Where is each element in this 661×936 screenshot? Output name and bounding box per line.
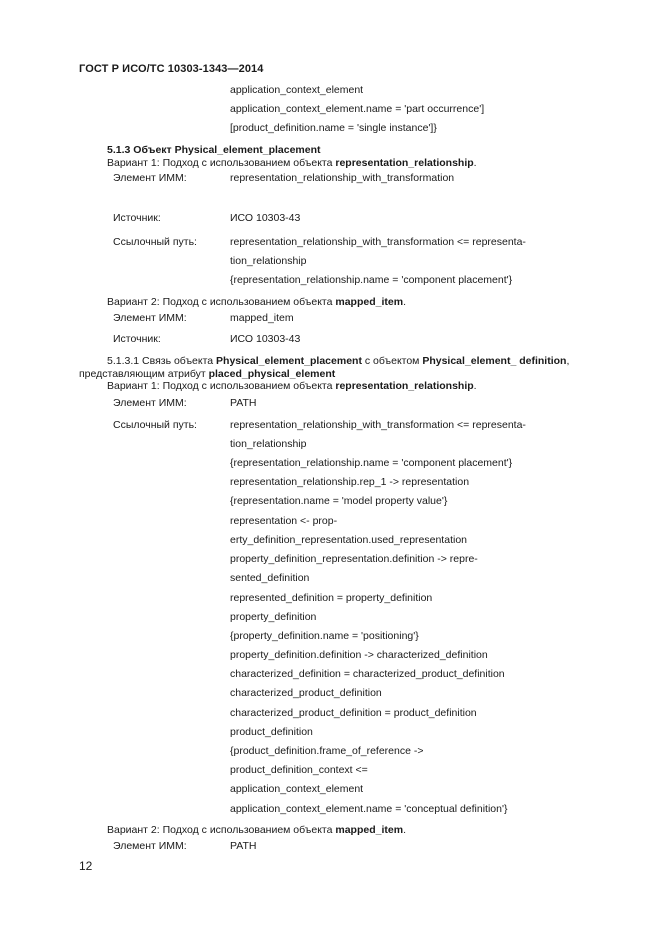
path-line: {product_definition.frame_of_reference -> xyxy=(230,745,424,757)
path-line: product_definition xyxy=(230,726,313,738)
path-line: property_definition.definition -> characterized_definition xyxy=(230,649,488,661)
variant-2-line xyxy=(107,824,406,837)
variant-text: Вариант 1: Подход с использованием объекта xyxy=(107,157,336,169)
variant-2-line xyxy=(107,296,406,309)
path-line: property_definition xyxy=(230,611,317,623)
variant-suffix: . xyxy=(473,157,477,169)
source-value: ИСО 10303-43 xyxy=(230,212,301,224)
path-line: property_definition_representation.definition -> repre- xyxy=(230,553,478,565)
variant-1-line xyxy=(107,380,477,393)
aim-element-value: PATH xyxy=(230,397,257,409)
aim-element-label: Элемент ИММ: xyxy=(113,840,187,852)
heading-text: , xyxy=(566,355,570,367)
path-line: application_context_element xyxy=(230,783,364,795)
aim-element-value: mapped_item xyxy=(230,312,294,324)
variant-entity: mapped_item xyxy=(335,296,404,308)
path-line: erty_definition_representation.used_representation xyxy=(230,534,467,546)
source-label: Источник: xyxy=(113,212,161,224)
source-value: ИСО 10303-43 xyxy=(230,333,301,345)
path-line: application_context_element.name = 'conceptual definition'} xyxy=(230,803,508,815)
path-line: tion_relationship xyxy=(230,255,307,267)
path-line: characterized_definition = characterized_product_definition xyxy=(230,668,505,680)
heading-text: представляющим атрибут xyxy=(79,368,209,380)
variant-text: Вариант 1: Подход с использованием объекта xyxy=(107,380,336,392)
path-line: tion_relationship xyxy=(230,438,307,450)
aim-element-value: representation_relationship_with_transformation xyxy=(230,172,455,184)
path-line: {representation_relationship.name = 'component placement'} xyxy=(230,274,513,286)
path-line: application_context_element xyxy=(230,84,364,96)
reference-path-label: Ссылочный путь: xyxy=(113,236,197,248)
heading-text: 5.1.3.1 Связь объекта xyxy=(107,355,217,367)
variant-suffix: . xyxy=(473,380,477,392)
aim-element-value: PATH xyxy=(230,840,257,852)
path-line: representation <- prop- xyxy=(230,515,338,527)
heading-entity: Physical_element_placement xyxy=(216,355,362,367)
aim-element-label: Элемент ИММ: xyxy=(113,172,187,184)
variant-text: Вариант 2: Подход с использованием объекта xyxy=(107,824,336,836)
path-line: {property_definition.name = 'positioning'} xyxy=(230,630,419,642)
path-line: {representation.name = 'model property value'} xyxy=(230,495,448,507)
path-line: representation_relationship_with_transformation <= representa- xyxy=(230,236,526,248)
reference-path-label: Ссылочный путь: xyxy=(113,419,197,431)
source-label: Источник: xyxy=(113,333,161,345)
heading-text: с объектом xyxy=(361,355,423,367)
variant-suffix: . xyxy=(403,296,406,308)
path-line: sented_definition xyxy=(230,572,310,584)
heading-entity: Physical_element_ definition xyxy=(422,355,567,367)
variant-suffix: . xyxy=(403,824,406,836)
aim-element-label: Элемент ИММ: xyxy=(113,397,187,409)
variant-entity: representation_relationship xyxy=(335,157,474,169)
path-line: characterized_product_definition xyxy=(230,687,382,699)
path-line: product_definition_context <= xyxy=(230,764,368,776)
aim-element-label: Элемент ИММ: xyxy=(113,312,187,324)
path-line: representation_relationship.rep_1 -> representation xyxy=(230,476,470,488)
variant-entity: representation_relationship xyxy=(335,380,474,392)
variant-1-line xyxy=(107,157,477,170)
heading-attribute: placed_physical_element xyxy=(208,368,336,380)
variant-entity: mapped_item xyxy=(335,824,404,836)
section-heading: 5.1.3 Объект Physical_element_placement xyxy=(107,144,321,156)
path-line: represented_definition = property_definition xyxy=(230,592,433,604)
path-line: representation_relationship_with_transformation <= representa- xyxy=(230,419,526,431)
subsection-heading xyxy=(107,355,569,368)
path-line: characterized_product_definition = product_definition xyxy=(230,707,477,719)
path-line: {representation_relationship.name = 'component placement'} xyxy=(230,457,513,469)
page-number: 12 xyxy=(79,859,93,873)
document-header: ГОСТ Р ИСО/ТС 10303-1343—2014 xyxy=(79,63,264,75)
variant-text: Вариант 2: Подход с использованием объекта xyxy=(107,296,336,308)
path-line: [product_definition.name = 'single instance']} xyxy=(230,122,437,134)
path-line: application_context_element.name = 'part occurrence'] xyxy=(230,103,485,115)
